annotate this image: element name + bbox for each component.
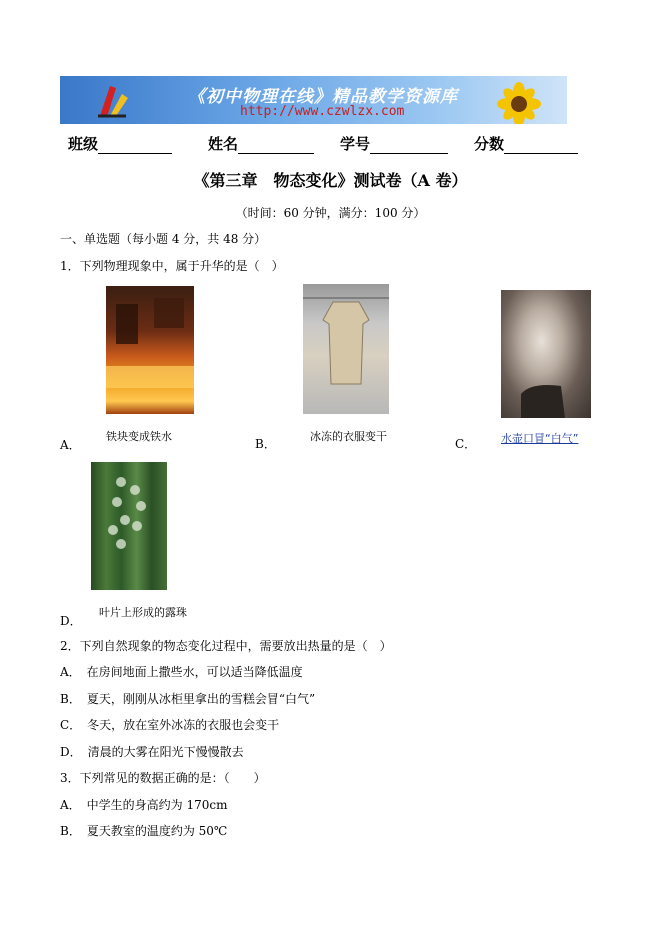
score-blank[interactable]: [504, 136, 578, 154]
q1-option-b-letter: B．: [255, 437, 276, 451]
q2-option-a: A． 在房间地面上撒些水，可以适当降低温度: [60, 665, 303, 679]
q1-option-a-caption: 铁块变成铁水: [106, 430, 172, 443]
q2-stem: 2．下列自然现象的物态变化过程中，需要放出热量的是（ ）: [60, 639, 392, 653]
q1-stem: 1．下列物理现象中，属于升华的是（ ）: [60, 259, 284, 273]
q2-option-c: C． 冬天，放在室外冰冻的衣服也会变干: [60, 718, 280, 732]
logo-icon: [96, 82, 130, 118]
q2-option-d: D． 清晨的大雾在阳光下慢慢散去: [60, 745, 244, 759]
q1-option-d-caption: 叶片上形成的露珠: [99, 606, 187, 619]
student-id-label: 学号: [340, 135, 371, 153]
sunflower-icon: [484, 82, 554, 124]
q1-option-b-caption: 冰冻的衣服变干: [310, 430, 387, 443]
molten-iron-image: [106, 286, 194, 414]
q1-option-c-caption[interactable]: 水壶口冒“白气”: [501, 432, 579, 445]
score-field[interactable]: [474, 133, 578, 154]
q3-stem: 3．下列常见的数据正确的是：（ ）: [60, 771, 266, 785]
section-heading: 一、单选题（每小题 4 分，共 48 分）: [60, 232, 267, 246]
kettle-steam-image: [501, 290, 591, 418]
page-title: 《第三章 物态变化》测试卷（A 卷）: [193, 171, 468, 190]
student-id-blank[interactable]: [370, 136, 448, 154]
q1-option-d-letter: D．: [60, 614, 82, 628]
q3-option-a: A． 中学生的身高约为 170cm: [60, 798, 228, 812]
q1-option-a-letter: A．: [60, 438, 81, 452]
name-blank[interactable]: [238, 136, 314, 154]
dew-on-leaves-image: [91, 462, 167, 590]
header-banner: [60, 76, 567, 124]
q2-option-b: B． 夏天，刚刚从冰柜里拿出的雪糕会冒“白气”: [60, 692, 316, 706]
banner-title: 《初中物理在线》精品教学资源库: [188, 87, 458, 107]
student-info-line: [68, 133, 588, 155]
class-field[interactable]: [68, 133, 172, 154]
page-subtitle: （时间：60 分钟，满分：100 分）: [235, 206, 426, 220]
frozen-clothes-image: [303, 284, 389, 414]
q3-option-b: B． 夏天教室的温度约为 50℃: [60, 824, 228, 838]
name-field[interactable]: [208, 133, 314, 154]
banner-url[interactable]: http://www.czwlzx.com: [240, 104, 405, 119]
class-label: 班级: [68, 135, 99, 153]
student-id-field[interactable]: [340, 133, 448, 154]
q1-option-c-letter: C．: [455, 437, 477, 451]
name-label: 姓名: [208, 135, 239, 153]
score-label: 分数: [474, 135, 505, 153]
class-blank[interactable]: [98, 136, 172, 154]
